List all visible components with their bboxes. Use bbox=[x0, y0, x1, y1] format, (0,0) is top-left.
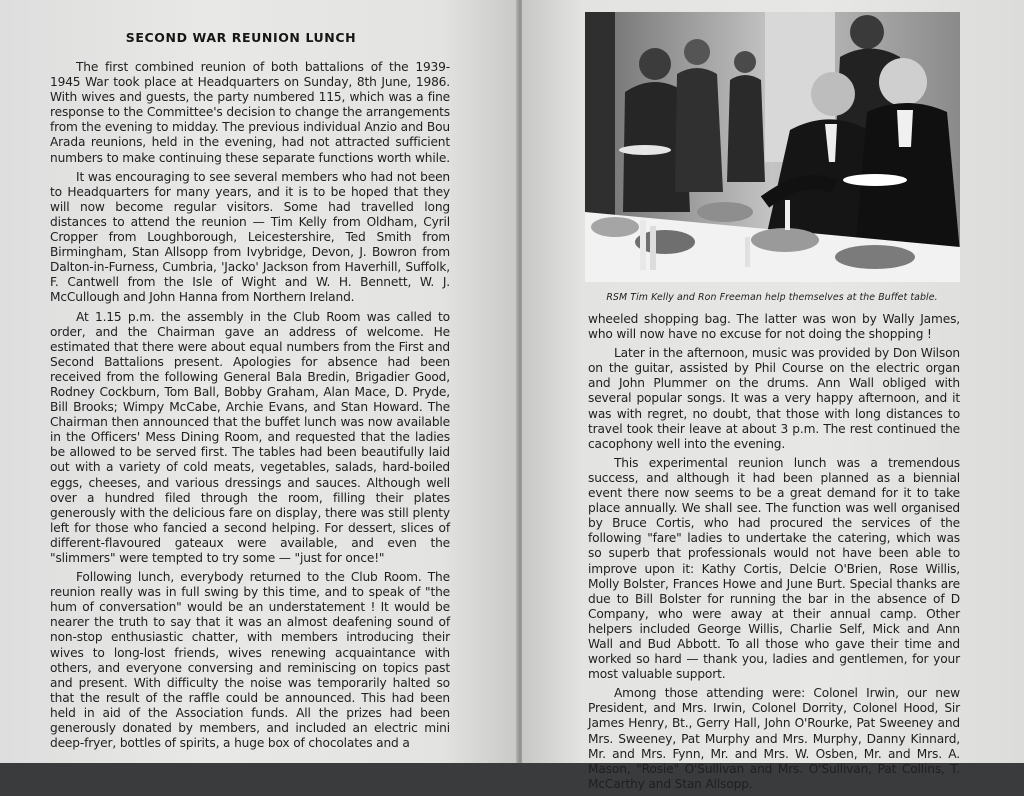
photo-caption: RSM Tim Kelly and Ron Freeman help themselves at the Buffet table. bbox=[606, 292, 938, 303]
left-column-text bbox=[50, 60, 450, 755]
paragraph: It was encouraging to see several members who had not been to Headquarters for many years, and it is to be hoped that they will now become regular visitors. Some had travelled long distances to attend the reunion — Tim Kelly from Oldham, Cyril Cropper from Loughborough, Leicestershire, Ted Smith from Birmingham, Stan Allsopp from Ivybridge, Devon, J. Bowron from Dalton-in-Furness, Cumbria, 'Jacko' Jackson from Haverhill, Suffolk, F. Cantwell from the Isle of Wight and W. H. Bennett, W. J. McCullough and John Hanna from Northern Ireland. bbox=[50, 169, 450, 305]
paragraph: Following lunch, everybody returned to the Club Room. The reunion really was in full swing by this time, and to speak of "the hum of conversation" would be an understatement ! It would be nearer the truth to say that it was an almost deafening sound of non-stop enthusiastic chatter, with members introducing their wives to long-lost friends, wives renewing acquaintance with others, and everyone conversing and reminiscing on topics past and present. With difficulty the noise was temporarily halted so that the result of the raffle could be announced. This had been held in aid of the Association funds. All the prizes had been generously donated by members, and included an electric mini deep-fryer, bottles of spirits, a huge box of chocolates and a bbox=[50, 570, 450, 751]
buffet-photo bbox=[585, 12, 960, 282]
paragraph: Among those attending were: Colonel Irwin, our new President, and Mrs. Irwin, Colonel Dorrity, Colonel Hood, Sir James Henry, Bt., Gerry Hall, John O'Rourke, Pat Sweeney and Mrs. Sweeney, Pat Murphy and Mrs. Murphy, Danny Kinnard, Mr. and Mrs. Fynn, Mr. and Mrs. W. Osben, Mr. and Mrs. A. Mason, "Rosie" O'Sullivan and Mrs. O'Sullivan, Pat Collins, T. McCarthy and Stan Allsopp. bbox=[588, 686, 960, 791]
paragraph: The first combined reunion of both battalions of the 1939-1945 War took place at Headquarters on Sunday, 8th June, 1986. With wives and guests, the party numbered 115, which was a fine response to the Committee's decision to change the arrangements from the evening to midday. The previous individual Anzio and Bou Arada reunions, held in the evening, had not attracted sufficient numbers to make continuing these separate functions worth while. bbox=[50, 60, 450, 165]
paragraph: Later in the afternoon, music was provided by Don Wilson on the guitar, assisted by Phil Course on the electric organ and John Plummer on the drums. Ann Wall obliged with several popular songs. It was a very happy afternoon, and it was with regret, no doubt, that those with long distances to travel took their leave at about 3 p.m. The rest continued the cacophony well into the evening. bbox=[588, 346, 960, 451]
right-column-text bbox=[588, 312, 960, 796]
photo-illustration bbox=[585, 12, 960, 282]
paragraph: wheeled shopping bag. The latter was won by Wally James, who will now have no excuse for not doing the shopping ! bbox=[588, 312, 960, 342]
left-page bbox=[0, 0, 518, 763]
paragraph: This experimental reunion lunch was a tremendous success, and although it had been planned as a biennial event there now seems to be a great demand for it to take place annually. We shall see. The function was well organised by Bruce Cortis, who had procured the services of the following "fare" ladies to undertake the catering, which was so superb that professionals would not have been able to improve upon it: Kathy Cortis, Delcie O'Brien, Rose Willis, Molly Bolster, Frances Howe and June Burt. Special thanks are due to Bill Bolster for running the bar in the absence of D Company, who were away at their annual camp. Other helpers included George Willis, Charlie Self, Mick and Ann Wall and Bud Abbott. To all those who gave their time and worked so hard — thank you, ladies and gentlemen, for your most valuable support. bbox=[588, 455, 960, 682]
paragraph: At 1.15 p.m. the assembly in the Club Room was called to order, and the Chairman gave an address of welcome. He estimated that there were about equal numbers from the First and Second Battalions present. Apologies for absence had been received from the following General Bala Bredin, Brigadier Good, Rodney Cockburn, Tom Ball, Bobby Graham, Alan Mace, D. Pryde, Bill Brooks; Wimpy McCabe, Archie Evans, and Stan Howard. The Chairman then announced that the buffet lunch was now available in the Officers' Mess Dining Room, and requested that the ladies be allowed to be served first. The tables had been beautifully laid out with a variety of cold meats, vegetables, salads, hard-boiled eggs, cheeses, and various dressings and sauces. Although well over a hundred filed through the room, filling their plates generously with the delicious fare on display, there was still plenty left for those who fancied a second helping. For dessert, slices of different-flavoured gateaux were available, and even the "slimmers" were tempted to try some — "just for once!" bbox=[50, 309, 450, 565]
article-title: SECOND WAR REUNION LUNCH bbox=[125, 30, 357, 45]
